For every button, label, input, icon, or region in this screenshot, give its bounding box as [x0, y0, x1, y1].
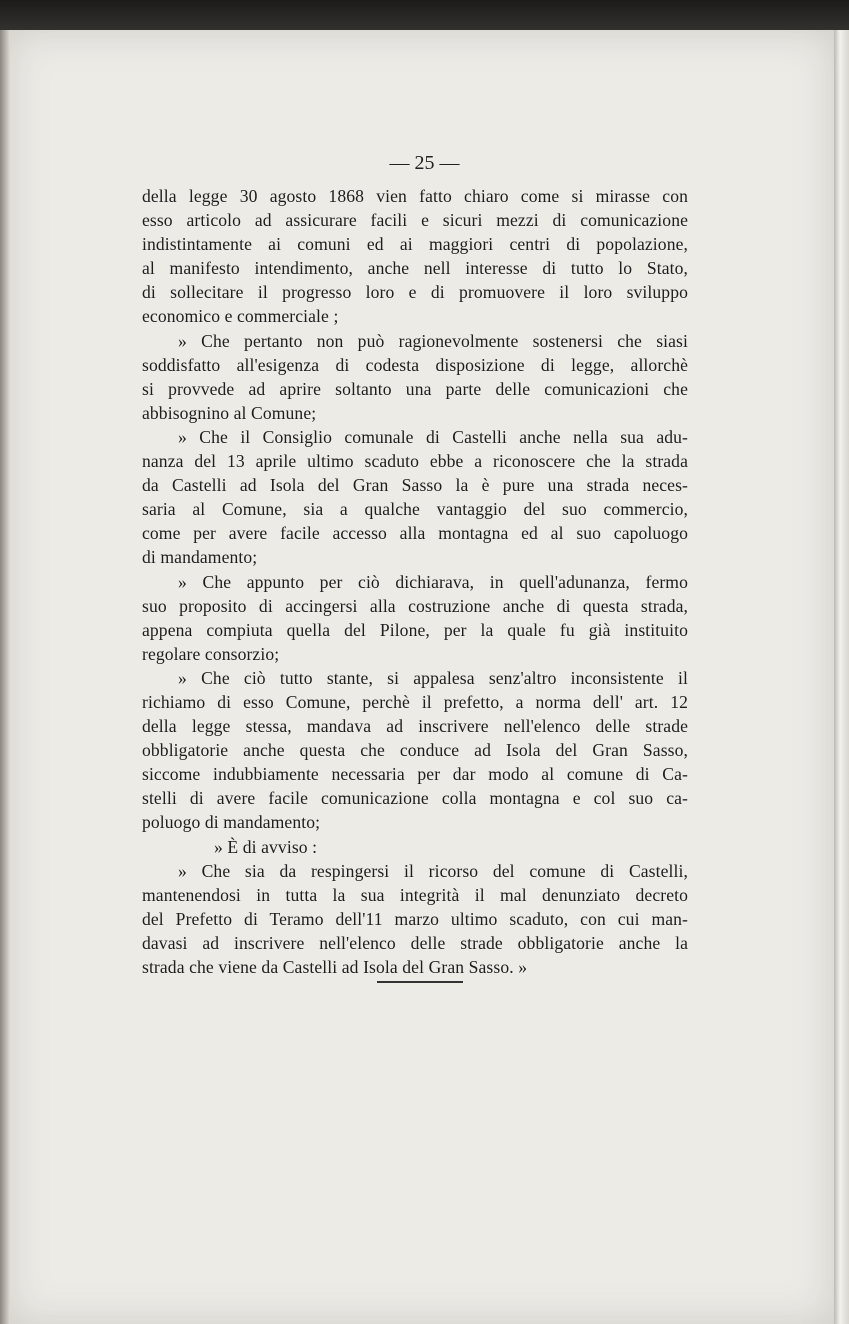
text-line: mantenendosi in tutta la sua integrità il mal denunziato decreto	[142, 884, 688, 905]
section-divider-rule	[377, 981, 463, 983]
page-right-edge	[834, 30, 849, 1324]
text-line: richiamo di esso Comune, perchè il prefetto, a norma dell' art. 12	[142, 691, 688, 712]
text-line: siccome indubbiamente necessaria per dar modo al comune di Ca-	[142, 764, 688, 785]
text-line: appena compiuta quella del Pilone, per la quale fu già instituito	[142, 619, 688, 640]
text-line: stelli di avere facile comunicazione colla montagna e col suo ca-	[142, 788, 688, 809]
text-line: della legge 30 agosto 1868 vien fatto chiaro come si mirasse con	[142, 186, 688, 206]
text-line: » Che appunto per ciò dichiarava, in quell'adunanza, fermo	[178, 571, 688, 592]
text-line: nanza del 13 aprile ultimo scaduto ebbe a riconoscere che la strada	[142, 451, 688, 472]
text-line: indistintamente ai comuni ed ai maggiori centri di popolazione,	[142, 234, 688, 255]
text-line: suo proposito di accingersi alla costruzione anche di questa strada,	[142, 595, 688, 616]
text-line: di mandamento;	[142, 547, 258, 568]
text-line: economico e commerciale ;	[142, 306, 339, 327]
text-line: si provvede ad aprire soltanto una parte delle comunicazioni che	[142, 378, 688, 399]
text-line: » Che il Consiglio comunale di Castelli anche nella sua adu-	[178, 426, 688, 447]
text-line: strada che viene da Castelli ad Isola del Gran Sasso. »	[142, 957, 528, 977]
text-line: » È di avviso :	[214, 836, 318, 857]
text-line: » Che ciò tutto stante, si appalesa senz'altro inconsistente il	[178, 667, 688, 688]
text-line: abbisognino al Comune;	[142, 402, 317, 423]
body-text	[142, 184, 688, 979]
page-left-edge	[0, 30, 10, 1324]
text-line: saria al Comune, sia a qualche vantaggio del suo commercio,	[142, 499, 688, 520]
text-line: » Che pertanto non può ragionevolmente sostenersi che siasi	[178, 330, 688, 351]
text-line: come per avere facile accesso alla montagna ed al suo capoluogo	[142, 523, 688, 544]
text-line: del Prefetto di Teramo dell'11 marzo ultimo scaduto, con cui man-	[142, 908, 688, 929]
text-line: da Castelli ad Isola del Gran Sasso la è pure una strada neces-	[142, 475, 688, 496]
text-line: della legge stessa, mandava ad inscrivere nell'elenco delle strade	[142, 716, 688, 737]
text-line: poluogo di mandamento;	[142, 812, 321, 833]
text-line: » Che sia da respingersi il ricorso del comune di Castelli,	[178, 860, 688, 881]
text-line: di sollecitare il progresso loro e di promuovere il loro sviluppo	[142, 282, 688, 303]
page-number: — 25 —	[389, 152, 460, 174]
text-line: obbligatorie anche questa che conduce ad Isola del Gran Sasso,	[142, 740, 688, 761]
text-line: soddisfatto all'esigenza di codesta disposizione di legge, allorchè	[142, 354, 688, 375]
text-line: regolare consorzio;	[142, 643, 280, 664]
text-line: esso articolo ad assicurare facili e sicuri mezzi di comunicazione	[142, 210, 688, 231]
text-line: al manifesto intendimento, anche nell interesse di tutto lo Stato,	[142, 258, 688, 279]
text-line: davasi ad inscrivere nell'elenco delle strade obbligatorie anche la	[142, 932, 688, 953]
